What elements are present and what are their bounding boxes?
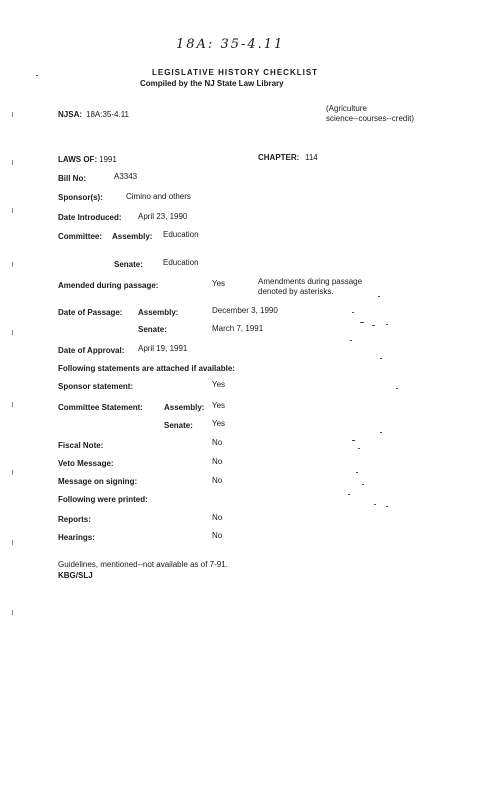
committee-assembly-label: Assembly: xyxy=(112,232,153,241)
speckle xyxy=(374,504,376,505)
hearings-label: Hearings: xyxy=(58,533,95,542)
njsa-label: NJSA: xyxy=(58,110,83,119)
message-on-signing-value: No xyxy=(212,476,223,485)
margin-mark xyxy=(12,208,13,213)
committee-senate-label: Senate: xyxy=(114,260,143,269)
bill-no-value: A3343 xyxy=(114,172,138,181)
speckle xyxy=(386,506,388,507)
committee-statement-assembly-value: Yes xyxy=(212,401,226,410)
speckle xyxy=(356,472,358,473)
speckle xyxy=(360,322,364,323)
speckle xyxy=(372,325,375,326)
njsa-value: 18A:35-4.11 xyxy=(86,110,129,119)
amended-label: Amended during passage: xyxy=(58,281,159,290)
committee-statement-senate-value: Yes xyxy=(212,419,226,428)
message-on-signing-label: Message on signing: xyxy=(58,477,138,486)
speckle xyxy=(380,358,382,359)
passage-assembly-label: Assembly: xyxy=(138,308,179,317)
speckle xyxy=(380,432,382,433)
speckle xyxy=(348,494,350,495)
following-attached-heading: Following statements are attached if available: xyxy=(58,364,235,373)
margin-mark xyxy=(12,540,13,545)
amended-note-line-1: Amendments during passage xyxy=(258,277,363,286)
veto-message-label: Veto Message: xyxy=(58,459,114,468)
speckle xyxy=(352,440,355,441)
passage-senate-value: March 7, 1991 xyxy=(212,324,264,333)
hearings-value: No xyxy=(212,531,223,540)
committee-statement-senate-label: Senate: xyxy=(164,421,193,430)
document-title: LEGISLATIVE HISTORY CHECKLIST xyxy=(152,68,319,77)
speckle xyxy=(396,388,398,389)
committee-statement-label: Committee Statement: xyxy=(58,403,143,412)
margin-mark xyxy=(12,470,13,475)
date-of-passage-label: Date of Passage: xyxy=(58,308,123,317)
veto-message-value: No xyxy=(212,457,223,466)
subject-line-1: (Agriculture xyxy=(326,104,367,113)
committee-assembly-value: Education xyxy=(163,230,199,239)
subject-line-2: science--courses--credit) xyxy=(326,114,415,123)
margin-mark xyxy=(12,330,13,335)
committee-label: Committee: xyxy=(58,232,103,241)
committee-senate-value: Education xyxy=(163,258,199,267)
margin-mark xyxy=(12,160,13,165)
handwritten-statute-number: 18A: 35-4.11 xyxy=(176,37,285,52)
sponsor-label: Sponsor(s): xyxy=(58,193,103,202)
speckle xyxy=(378,296,380,297)
date-introduced-value: April 23, 1990 xyxy=(138,212,188,221)
chapter-label: CHAPTER: xyxy=(258,153,300,162)
margin-mark xyxy=(12,262,13,267)
speckle xyxy=(350,340,352,341)
speckle xyxy=(362,484,364,485)
footer-initials: KBG/SLJ xyxy=(58,571,93,580)
chapter-value: 114 xyxy=(305,153,318,162)
document-subtitle: Compiled by the NJ State Law Library xyxy=(140,79,284,88)
amended-note-line-2: denoted by asterisks. xyxy=(258,287,334,296)
sponsor-value: Cimino and others xyxy=(126,192,191,201)
laws-of-label: LAWS OF: xyxy=(58,155,98,164)
committee-statement-assembly-label: Assembly: xyxy=(164,403,205,412)
date-introduced-label: Date Introduced: xyxy=(58,213,122,222)
speckle xyxy=(36,75,38,76)
following-printed-heading: Following were printed: xyxy=(58,495,148,504)
reports-value: No xyxy=(212,513,223,522)
speckle xyxy=(352,312,354,313)
fiscal-note-value: No xyxy=(212,438,223,447)
sponsor-statement-label: Sponsor statement: xyxy=(58,382,134,391)
footer-note: Guidelines, mentioned--not available as of 7-91. xyxy=(58,560,228,569)
passage-senate-label: Senate: xyxy=(138,325,167,334)
bill-no-label: Bill No: xyxy=(58,174,86,183)
laws-of-value: 1991 xyxy=(99,155,117,164)
reports-label: Reports: xyxy=(58,515,91,524)
margin-mark xyxy=(12,610,13,615)
date-of-approval-label: Date of Approval: xyxy=(58,346,125,355)
fiscal-note-label: Fiscal Note: xyxy=(58,441,104,450)
amended-value: Yes xyxy=(212,279,226,288)
margin-mark xyxy=(12,402,13,407)
speckle xyxy=(358,448,360,449)
passage-assembly-value: December 3, 1990 xyxy=(212,306,278,315)
date-of-approval-value: April 19, 1991 xyxy=(138,344,188,353)
sponsor-statement-value: Yes xyxy=(212,380,226,389)
speckle xyxy=(386,324,388,325)
margin-mark xyxy=(12,112,13,117)
